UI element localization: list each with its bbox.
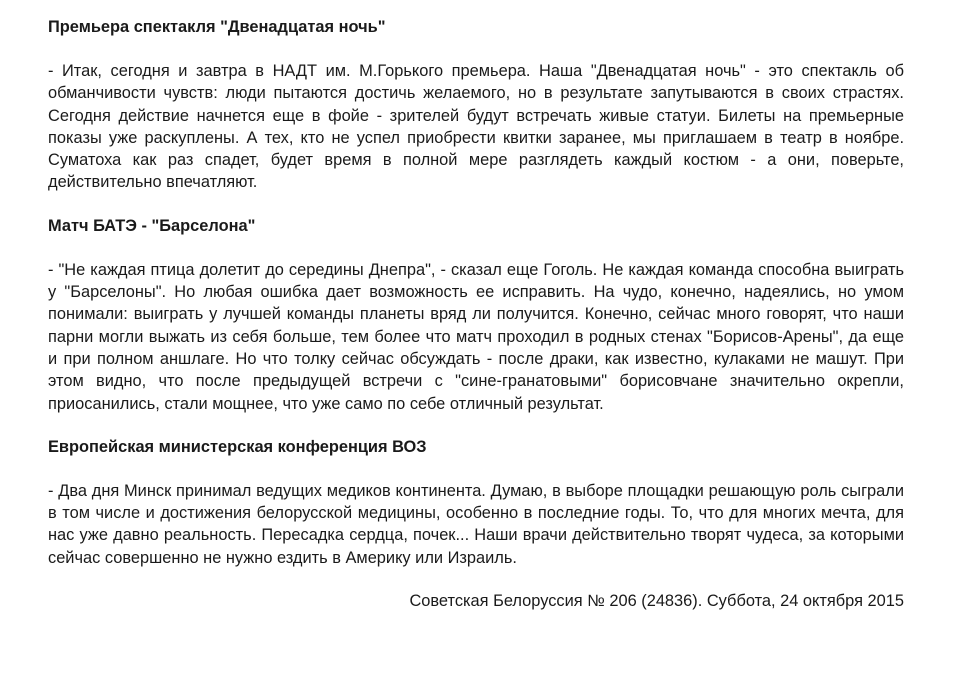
source-citation: Советская Белоруссия № 206 (24836). Суббота, 24 октября 2015 <box>409 592 904 611</box>
article-page <box>48 16 904 612</box>
article-paragraph: - Итак, сегодня и завтра в НАДТ им. М.Горького премьера. Наша "Двенадцатая ночь" - это спектакль об обманчивости чувств: люди пытаются достичь желаемого, но в результате запутываются в своих страстях. Сегодня действие начнется еще в фойе - зрителей будут встречать живые статуи. Билеты на премьерные показы уже раскуплены. А тех, кто не успел приобрести квитки заранее, мы приглашаем в театр в ноябре. Суматоха как раз спадет, будет время в полной мере разглядеть каждый костюм - а они, поверьте, действительно впечатляют. <box>48 62 904 192</box>
article-heading: Матч БАТЭ - "Барселона" <box>48 216 256 235</box>
article-heading: Премьера спектакля "Двенадцатая ночь" <box>48 18 386 36</box>
article-section <box>48 215 904 415</box>
article-paragraph: - "Не каждая птица долетит до середины Днепра", - сказал еще Гоголь. Не каждая команда способна выиграть у "Барселоны". Но любая ошибка дает возможность ее исправить. На чудо, конечно, надеялись, но умом понимали: выиграть у лучшей команды планеты вряд ли получится. Конечно, сейчас много говорят, что наши парни могли выжать из себя больше, тем более что матч проходил в родных стенах "Борисов-Арены", да еще и при полном аншлаге. Но что толку сейчас обсуждать - после драки, как известно, кулаками не машут. При этом видно, что после предыдущей встречи с "сине-гранатовыми" борисовчане значительно окрепли, приосанились, стали мощнее, что уже само по себе отличный результат. <box>48 260 904 413</box>
article-section <box>48 16 904 194</box>
article-paragraph: - Два дня Минск принимал ведущих медиков континента. Думаю, в выборе площадки решающую роль сыграли в том числе и достижения белорусской медицины, особенно в последние годы. То, что для многих мечта, для нас уже давно реальность. Пересадка сердца, почек... Наши врачи действительно творят чудеса, за которыми сейчас совершенно не нужно ездить в Америку или Израиль. <box>48 481 904 567</box>
article-section <box>48 436 904 569</box>
article-heading: Европейская министерская конференция ВОЗ <box>48 437 427 456</box>
